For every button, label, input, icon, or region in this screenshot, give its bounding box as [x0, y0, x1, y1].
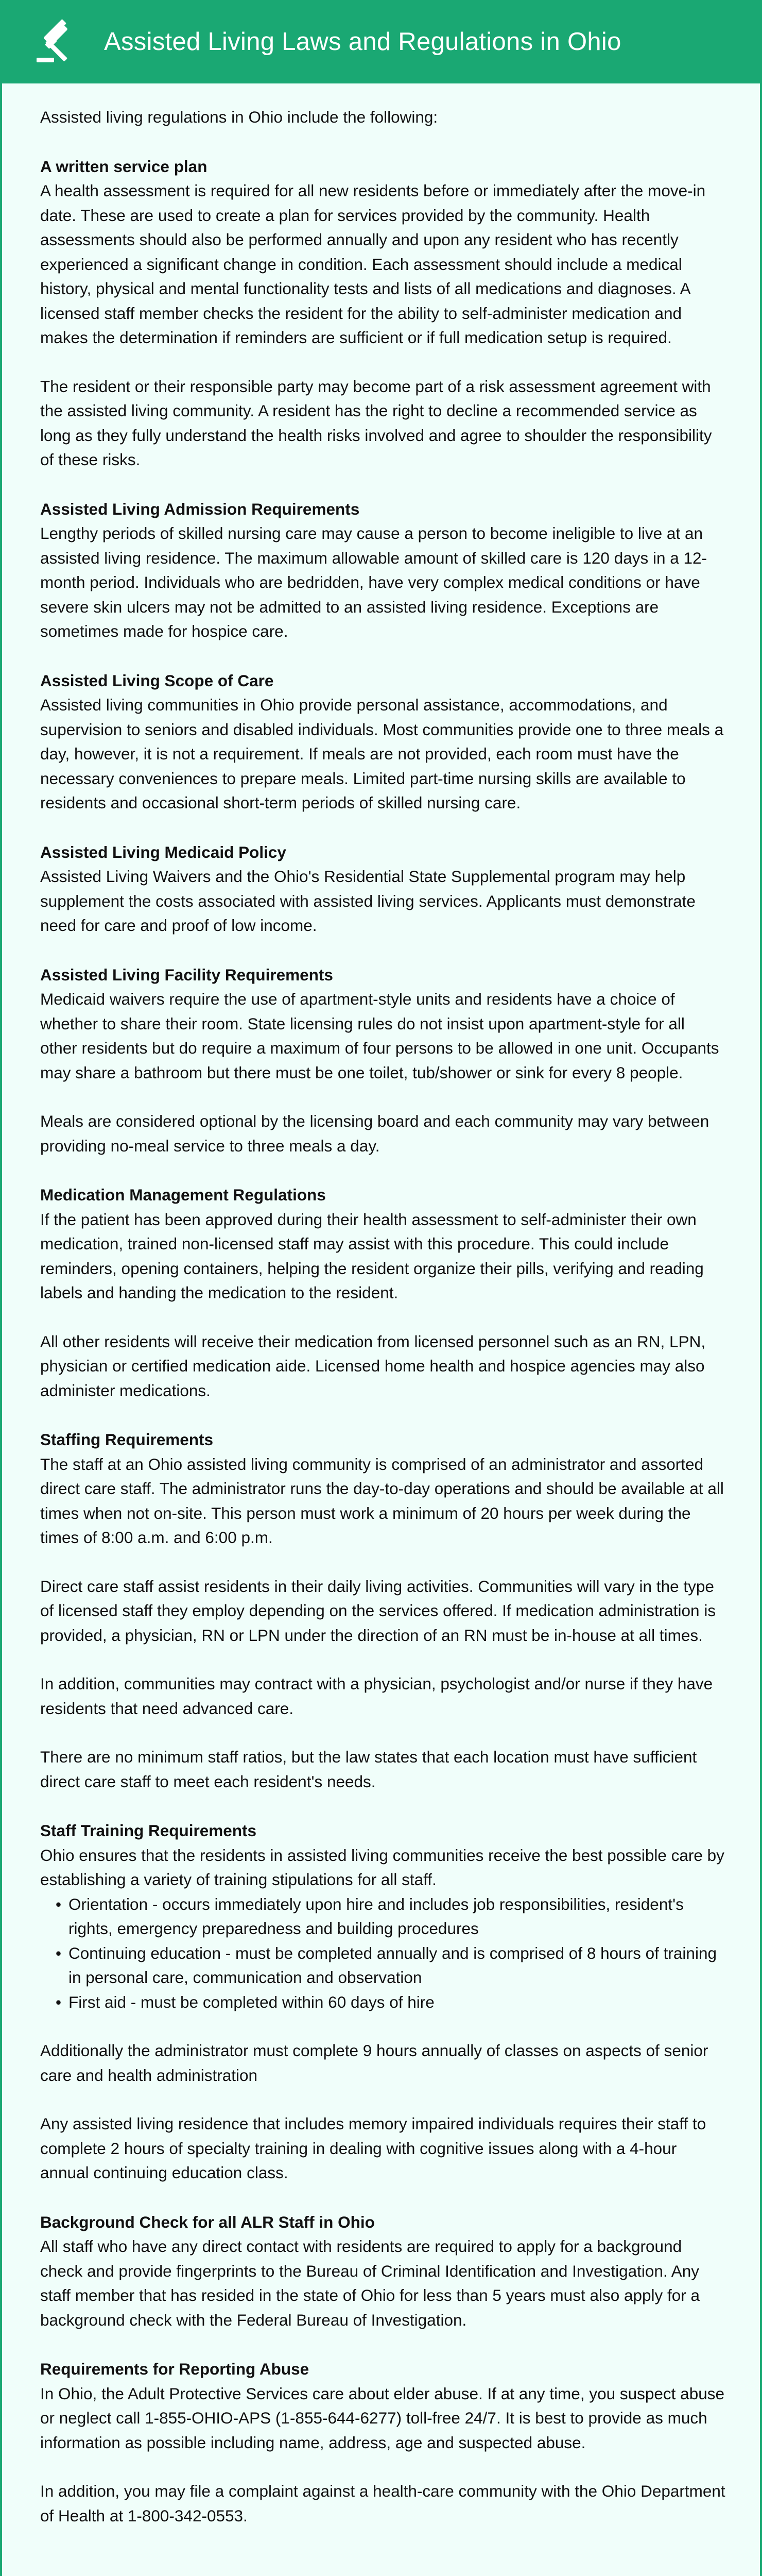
section-paragraph: Assisted Living Waivers and the Ohio's Residential State Supplemental program may help supplement the costs associated with assisted living services. Applicants must demonstrate need for care and proof of low income.	[40, 867, 696, 935]
section-2	[40, 669, 726, 816]
section-paragraph: All staff who have any direct contact with residents are required to apply for a background check and provide fingerprints to the Bureau of Criminal Identification and Investigation. Any staff member that has resided in the state of Ohio for less than 5 years must also apply for a background check with the Federal Bureau of Investigation.	[40, 2237, 700, 2329]
bullet-item: • Orientation - occurs immediately upon hire and includes job responsibilities, resident's rights, emergency preparedness and building procedures	[40, 1892, 726, 1941]
section-paragraph: Any assisted living residence that includes memory impaired individuals requires their staff to complete 2 hours of specialty training in dealing with cognitive issues along with a 4-hour annual continuing education class.	[40, 2114, 706, 2182]
section-0	[40, 155, 726, 472]
section-heading: Assisted Living Scope of Care	[40, 671, 274, 690]
bullet-list	[40, 1892, 726, 2015]
section-paragraph: All other residents will receive their medication from licensed personnel such as an RN, LPN, physician or certified medication aide. Licensed home health and hospice agencies may also administer medications.	[40, 1332, 706, 1400]
section-paragraph: A health assessment is required for all new residents before or immediately after the move-in date. These are used to create a plan for services provided by the community. Health assessments should also be performed annually and upon any resident who has recently experienced a significant change in condition. Each assessment should include a medical history, physical and mental functionality tests and lists of all medications and diagnoses. A licensed staff member checks the resident for the ability to self-administer medication and makes the determination if reminders are sufficient or if full medication setup is required.	[40, 181, 706, 347]
intro-text: Assisted living regulations in Ohio include the following:	[40, 108, 438, 126]
section-paragraph: In addition, communities may contract with a physician, psychologist and/or nurse if they have residents that need advanced care.	[40, 1674, 713, 1718]
section-paragraph: Meals are considered optional by the licensing board and each community may vary between providing no-meal service to three meals a day.	[40, 1112, 709, 1155]
section-9	[40, 2357, 726, 2528]
section-paragraph: Ohio ensures that the residents in assisted living communities receive the best possible care by establishing a variety of training stipulations for all staff.	[40, 1845, 724, 1889]
section-heading: Requirements for Reporting Abuse	[40, 2360, 309, 2378]
section-paragraph: The resident or their responsible party may become part of a risk assessment agreement with the assisted living community. A resident has the right to decline a recommended service as long as they fully understand the health risks involved and agree to shoulder the responsibility of these risks.	[40, 377, 712, 469]
section-paragraph: Lengthy periods of skilled nursing care may cause a person to become ineligible to live at an assisted living residence. The maximum allowable amount of skilled care is 120 days in a 12-month period. Individuals who are bedridden, have very complex medical conditions or have severe skin ulcers may not be admitted to an assisted living residence. Exceptions are sometimes made for hospice care.	[40, 524, 707, 640]
section-paragraph: If the patient has been approved during their health assessment to self-administer their own medication, trained non-licensed staff may assist with this procedure. This could include reminders, opening containers, helping the resident organize their pills, verifying and reading labels and handing the medication to the resident.	[40, 1210, 704, 1302]
section-heading: Background Check for all ALR Staff in Ohio	[40, 2212, 375, 2231]
section-3	[40, 840, 726, 938]
section-heading: Staffing Requirements	[40, 1430, 214, 1449]
section-paragraph: Additionally the administrator must complete 9 hours annually of classes on aspects of senior care and health administration	[40, 2041, 708, 2084]
gavel-icon	[33, 17, 82, 66]
section-heading: Medication Management Regulations	[40, 1185, 326, 1204]
section-8	[40, 2210, 726, 2333]
section-paragraph: Assisted living communities in Ohio provide personal assistance, accommodations, and supervision to seniors and disabled individuals. Most communities provide one to three meals a day, however, it is not a requirement. If meals are not provided, each room must have the necessary conveniences to prepare meals. Limited part-time nursing skills are available to residents and occasional short-term periods of skilled nursing care.	[40, 696, 724, 812]
section-5	[40, 1183, 726, 1403]
section-6	[40, 1428, 726, 1794]
document-body	[2, 83, 760, 2528]
header-banner	[2, 0, 760, 83]
bullet-item: • Continuing education - must be completed annually and is comprised of 8 hours of training in personal care, communication and observation	[40, 1941, 726, 1990]
section-paragraph: In Ohio, the Adult Protective Services care about elder abuse. If at any time, you suspect abuse or neglect call 1-855-OHIO-APS (1-855-644-6277) toll-free 24/7. It is best to provide as much information as possible including name, address, age and suspected abuse.	[40, 2384, 724, 2452]
section-paragraph: There are no minimum staff ratios, but the law states that each location must have sufficient direct care staff to meet each resident's needs.	[40, 1748, 697, 1791]
section-heading: Assisted Living Facility Requirements	[40, 965, 333, 984]
section-paragraph: Direct care staff assist residents in their daily living activities. Communities will vary in the type of licensed staff they employ depending on the services offered. If medication administration is provided, a physician, RN or LPN under the direction of an RN must be in-house at all times.	[40, 1577, 716, 1645]
section-heading: Assisted Living Medicaid Policy	[40, 842, 286, 861]
page-title: Assisted Living Laws and Regulations in Ohio	[104, 28, 621, 56]
section-paragraph: The staff at an Ohio assisted living community is comprised of an administrator and assorted direct care staff. The administrator runs the day-to-day operations and should be available at all times when not on-site. This person must work a minimum of 20 hours per week during the times of 8:00 a.m. and 6:00 p.m.	[40, 1454, 724, 1547]
section-heading: A written service plan	[40, 157, 207, 176]
section-7	[40, 1819, 726, 2185]
section-4	[40, 963, 726, 1159]
section-paragraph: In addition, you may file a complaint against a health-care community with the Ohio Department of Health at 1-800-342-0553.	[40, 2482, 725, 2525]
section-1	[40, 497, 726, 644]
section-heading: Assisted Living Admission Requirements	[40, 499, 360, 518]
section-paragraph: Medicaid waivers require the use of apartment-style units and residents have a choice of whether to share their room. State licensing rules do not insist upon apartment-style for all other residents but do require a maximum of four persons to be allowed in one unit. Occupants may share a bathroom but there must be one toilet, tub/shower or sink for every 8 people.	[40, 990, 719, 1082]
section-heading: Staff Training Requirements	[40, 1821, 257, 1840]
bullet-item: • First aid - must be completed within 60 days of hire	[40, 1990, 726, 2015]
